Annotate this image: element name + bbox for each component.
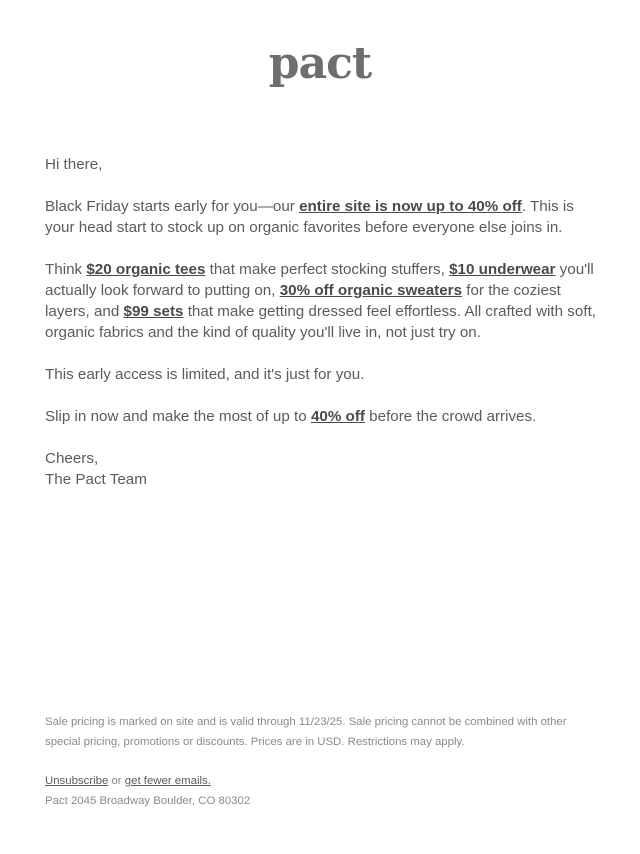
paragraph-cta xyxy=(45,406,601,427)
unsubscribe-link[interactable]: Unsubscribe xyxy=(45,775,109,787)
forty-percent-off-link[interactable]: 40% off xyxy=(310,408,365,425)
cta-text-after: before the crowd arrives. xyxy=(364,408,537,425)
offers-text-1: Think xyxy=(45,261,87,278)
intro-text-after: . This is your head start to stock up on organic favorites before everyone else joins in. xyxy=(45,198,574,236)
sets-link[interactable]: $99 sets xyxy=(123,303,184,320)
underwear-link[interactable]: $10 underwear xyxy=(449,261,556,278)
paragraph-offers xyxy=(45,259,601,343)
organic-tees-link[interactable]: $20 organic tees xyxy=(86,261,206,278)
cta-text-before: Slip in now and make the most of up to xyxy=(45,408,311,425)
email-body xyxy=(45,154,601,490)
footer-spacer xyxy=(45,752,601,771)
paragraph-early-access: This early access is limited, and it's just for you. xyxy=(45,366,365,383)
footer-links xyxy=(45,771,601,791)
fewer-emails-link[interactable]: get fewer emails. xyxy=(124,775,211,787)
offers-text-4: for the coziest layers, and xyxy=(45,282,561,320)
organic-sweaters-link[interactable]: 30% off organic sweaters xyxy=(279,282,463,299)
pact-logo[interactable]: pact xyxy=(268,38,372,89)
paragraph-intro xyxy=(45,196,601,238)
intro-text-before: Black Friday starts early for you—our xyxy=(45,198,300,215)
offers-text-2: that make perfect stocking stuffers, xyxy=(205,261,450,278)
offers-text-5: that make getting dressed feel effortless. All crafted with soft, organic fabrics and the kind of quality you'll live in, not just try on. xyxy=(45,303,597,341)
footer-disclaimer: Sale pricing is marked on site and is valid through 11/23/25. Sale pricing cannot be combined with other special pricing, promotions or discounts. Prices are in USD. Restrictions may apply. xyxy=(45,716,567,748)
offers-text-3: you'll actually look forward to putting on, xyxy=(45,261,594,299)
footer-address: Pact 2045 Broadway Boulder, CO 80302 xyxy=(45,795,251,807)
footer-or-text: or xyxy=(108,775,125,787)
greeting: Hi there, xyxy=(45,156,103,173)
entire-site-sale-link[interactable]: entire site is now up to 40% off xyxy=(299,198,522,215)
signoff: Cheers, xyxy=(45,450,99,467)
email-footer xyxy=(45,712,601,811)
signature: The Pact Team xyxy=(45,471,147,488)
